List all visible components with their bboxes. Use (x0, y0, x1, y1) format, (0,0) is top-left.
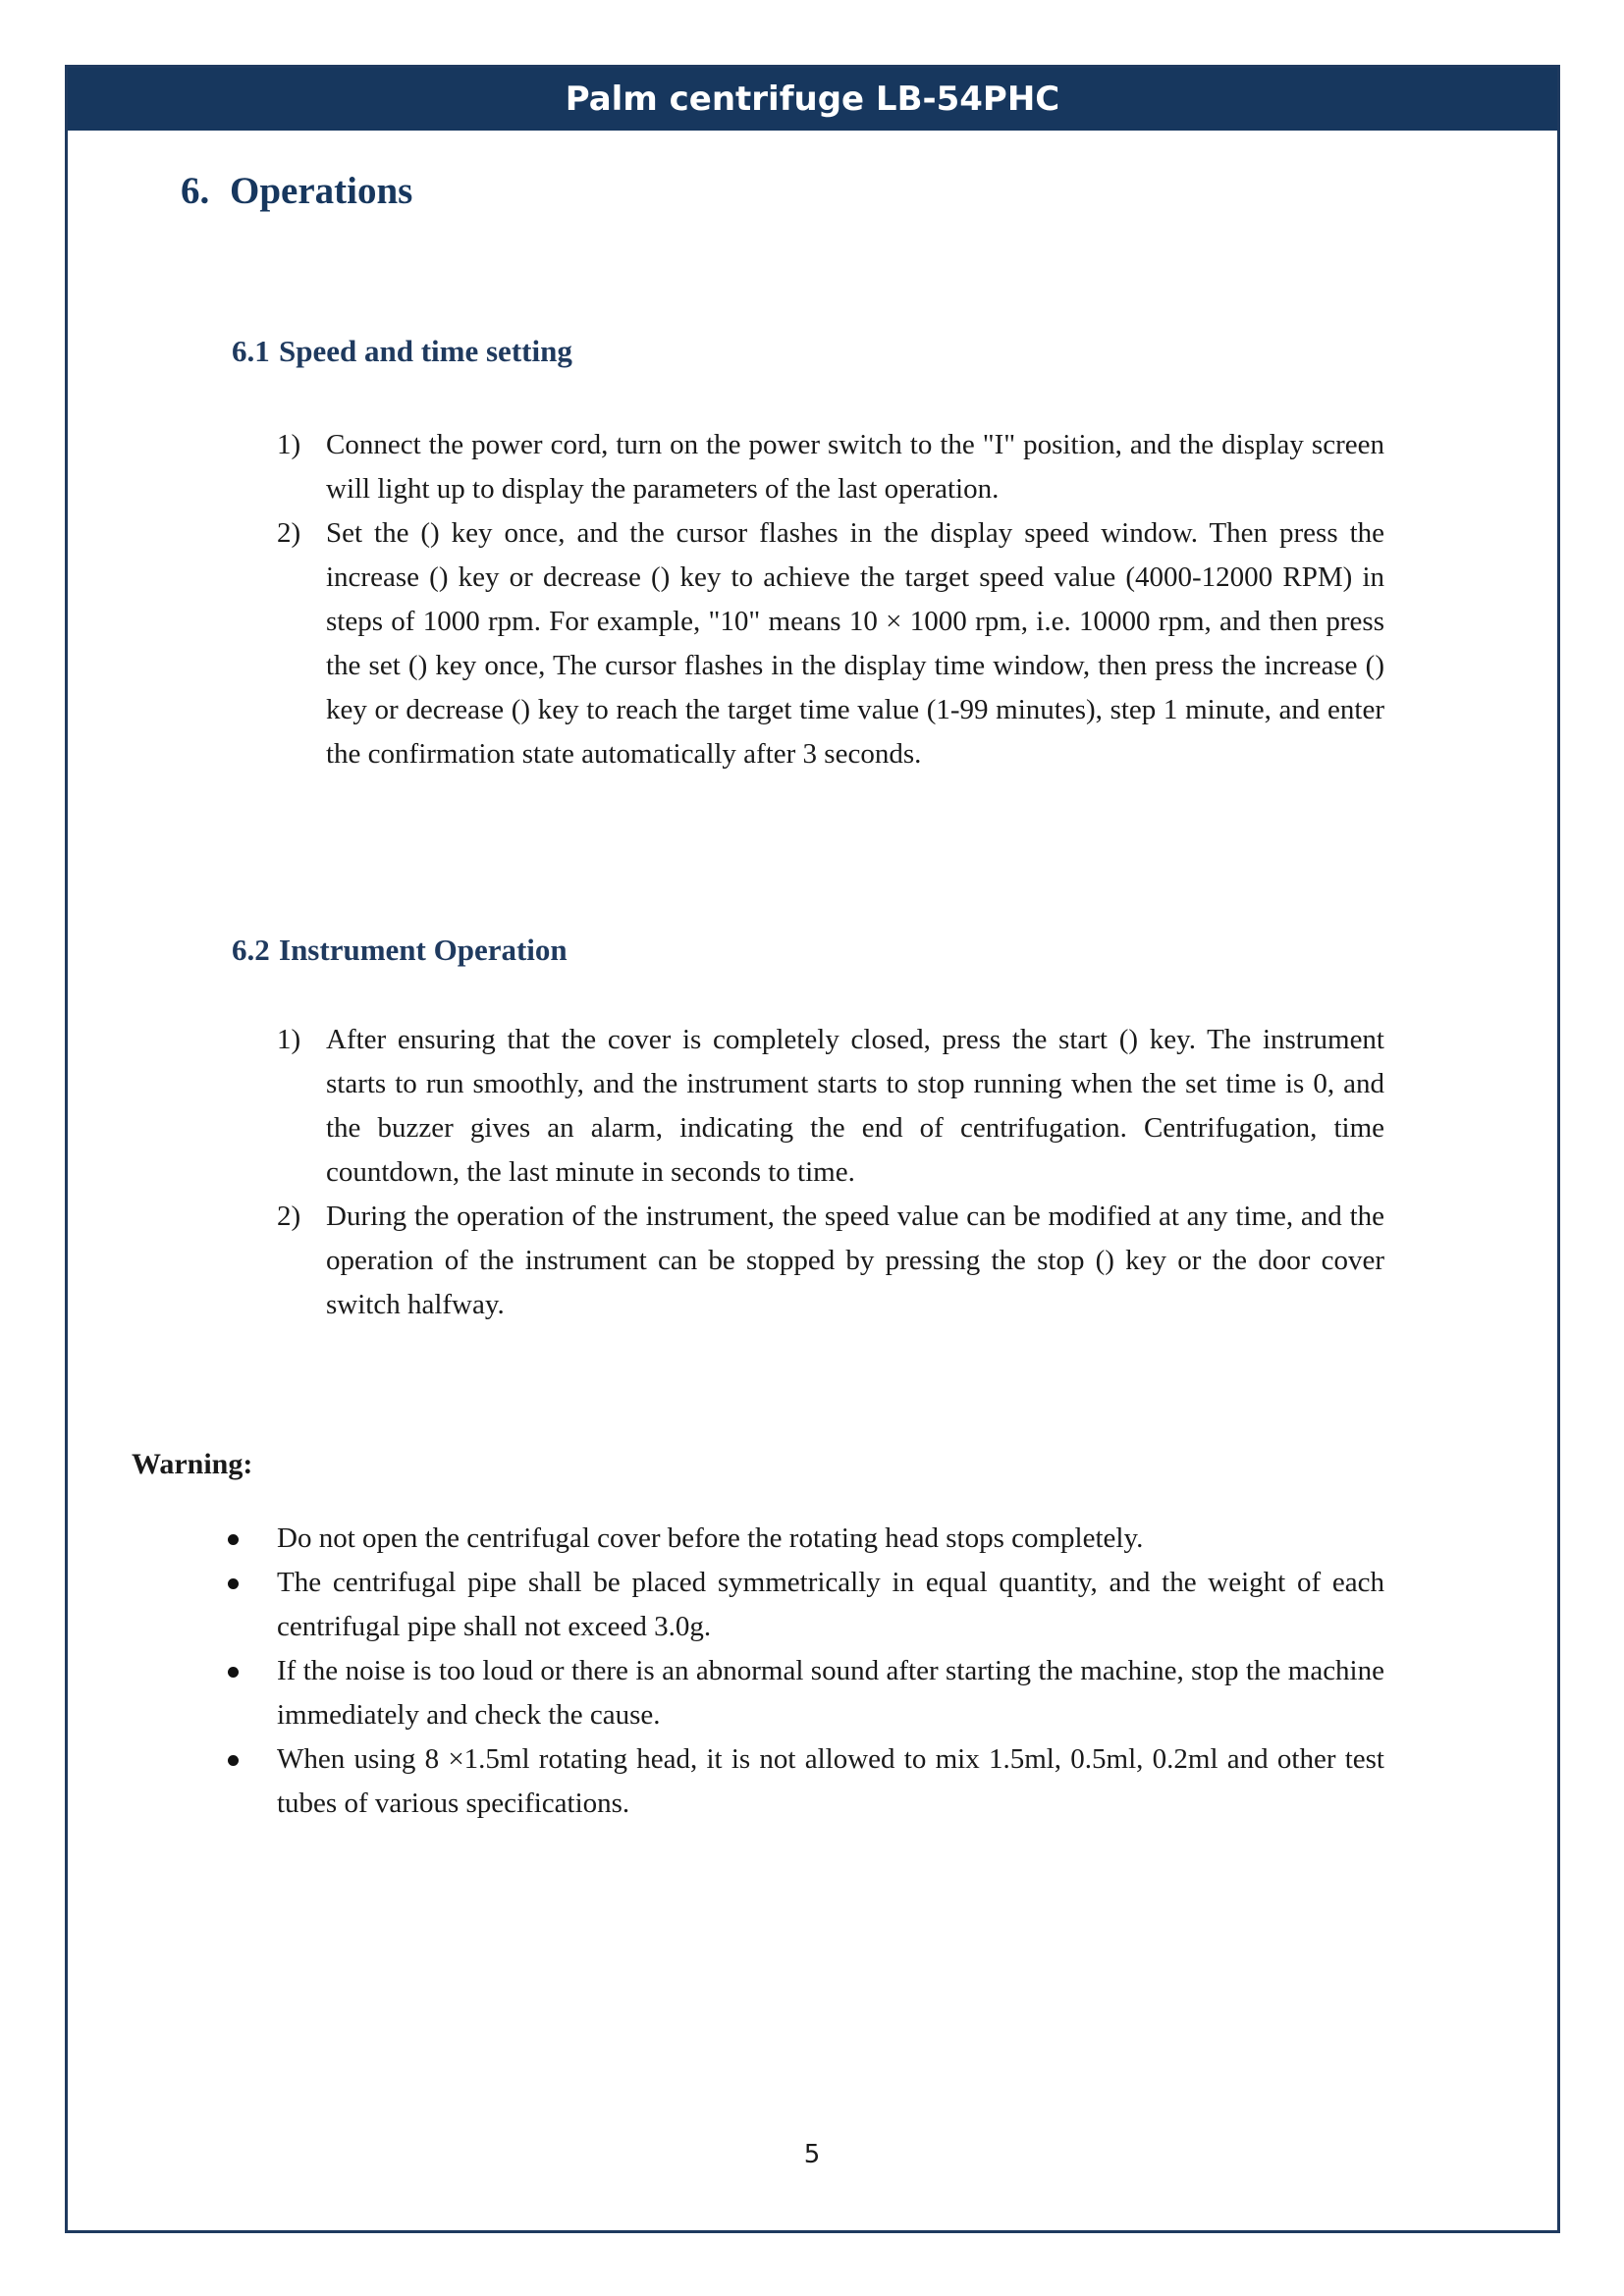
list-item (228, 1649, 1384, 1737)
header-bar (68, 68, 1557, 131)
list-marker: 2) (277, 517, 301, 549)
bullet-icon (228, 1755, 239, 1766)
list-item (277, 1195, 1384, 1327)
list-item (228, 1517, 1384, 1561)
subsection-title: Speed and time setting (279, 334, 572, 368)
subsection-heading-speed-time (232, 334, 572, 369)
warning-text: If the noise is too loud or there is an abnormal sound after starting the machine, stop the machine immediately and check the cause. (277, 1655, 1384, 1731)
list-item (228, 1737, 1384, 1826)
list-item-text: During the operation of the instrument, the speed value can be modified at any time, and the operation of the instrument can be stopped by pressing the stop () key or the door cover switch halfway. (326, 1201, 1384, 1320)
list-marker: 2) (277, 1201, 301, 1232)
document-title: Palm centrifuge LB-54PHC (565, 80, 1060, 119)
list-item (228, 1561, 1384, 1649)
list-item (277, 1018, 1384, 1195)
subsection-heading-instrument-operation (232, 933, 568, 968)
warning-text: When using 8 ×1.5ml rotating head, it is not allowed to mix 1.5ml, 0.5ml, 0.2ml and other test tubes of various specifications. (277, 1743, 1384, 1819)
subsection-number: 6.2 (232, 933, 270, 967)
section-heading (181, 169, 412, 213)
bullet-icon (228, 1534, 239, 1545)
list-item-text: Set the () key once, and the cursor flashes in the display speed window. Then press the increase () key or decrease () key to achieve the target speed value (4000-12000 RPM) in steps of 1000 rpm. For example, "10" means 10 × 1000 rpm, i.e. 10000 rpm, and then press the set () key once, The cursor flashes in the display time window, then press the increase () key or decrease () key to reach the target time value (1-99 minutes), step 1 minute, and enter the confirmation state automatically after 3 seconds. (326, 517, 1384, 770)
warning-text: Do not open the centrifugal cover before the rotating head stops completely. (277, 1522, 1144, 1554)
section-title: Operations (230, 170, 413, 212)
subsection-number: 6.1 (232, 334, 270, 368)
subsection-title: Instrument Operation (279, 933, 568, 967)
bullet-icon (228, 1667, 239, 1678)
list-item-text: Connect the power cord, turn on the power switch to the "I" position, and the display screen will light up to display the parameters of the last operation. (326, 429, 1384, 505)
speed-time-steps (277, 423, 1384, 776)
warning-title: Warning: (132, 1448, 253, 1480)
list-item (277, 423, 1384, 511)
bullet-icon (228, 1578, 239, 1589)
section-number: 6. (181, 170, 210, 212)
warning-list (228, 1517, 1384, 1826)
list-marker: 1) (277, 429, 301, 460)
instrument-operation-steps (277, 1018, 1384, 1327)
list-item (277, 511, 1384, 776)
warning-text: The centrifugal pipe shall be placed symmetrically in equal quantity, and the weight of each centrifugal pipe shall not exceed 3.0g. (277, 1567, 1384, 1642)
list-item-text: After ensuring that the cover is completely closed, press the start () key. The instrument starts to run smoothly, and the instrument starts to stop running when the set time is 0, and the buzzer gives an alarm, indicating the end of centrifugation. Centrifugation, time countdown, the last minute in seconds to time. (326, 1024, 1384, 1188)
list-marker: 1) (277, 1024, 301, 1055)
page-number: 5 (803, 2140, 821, 2169)
